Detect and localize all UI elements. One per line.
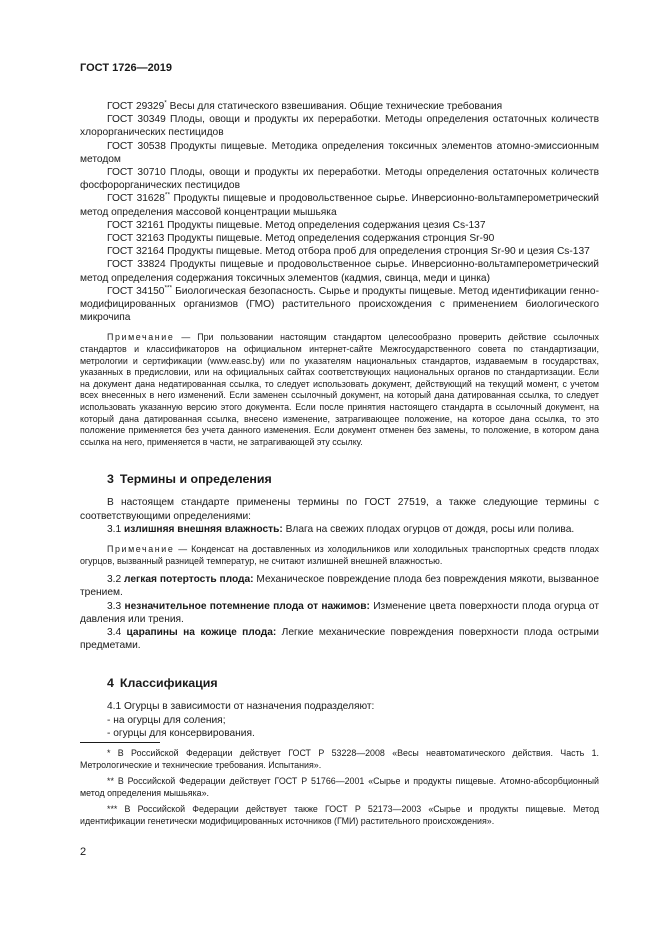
reference-item: ГОСТ 29329* Весы для статического взвешивания. Общие технические требования bbox=[107, 99, 503, 112]
footnote: *** В Российской Федерации действует также ГОСТ Р 52173—2003 «Сырье и продукты пищевые. Метод идентификации генетически модифицированных источников (ГМИ) растительного происхождения». bbox=[80, 804, 599, 826]
note-label: Примечание bbox=[107, 332, 175, 343]
term-3-1: 3.1 излишняя внешняя влажность: Влага на свежих плодах огурцов от дождя, росы или полива. bbox=[107, 523, 575, 535]
term-note bbox=[80, 544, 599, 567]
section-3-intro: В настоящем стандарте применены термины по ГОСТ 27519, а также следующие термины с соответствующими определениями: bbox=[80, 497, 599, 522]
list-item: - на огурцы для соления; bbox=[107, 714, 226, 726]
reference-item: ГОСТ 30349 Плоды, овощи и продукты их переработки. Методы определения остаточных количеств хлорорганических пестицидов bbox=[80, 114, 599, 139]
footnote: * В Российской Федерации действует ГОСТ Р 53228—2008 «Весы неавтоматического действия. Часть 1. Метрологические и технические требования. Испытания». bbox=[80, 748, 599, 770]
term-3-2: 3.2 легкая потертость плода: Механическое повреждение плода без повреждения мякоти, вызванное трением. bbox=[80, 574, 599, 599]
page-header: ГОСТ 1726—2019 bbox=[80, 62, 173, 74]
note-text: — При пользовании настоящим стандартом целесообразно проверить действие ссылочных стандартов и классификаторов на официальном интернет-сайте Межгосударственного совета по стандартизации, метрологии и сертификации (www.easc.by) или по указателям национальных стандартов, издаваемым в государствах, указанных в предисловии, или на официальных сайтах соответствующих национальных органов по стандартизации. Если на документ дана недатированная ссылка, то следует использовать документ, действующий на текущий момент, с учетом всех внесенных в него изменений. Если заменен ссылочный документ, на который дана датированная ссылка, то следует использовать указанную версию этого документа. Если после принятия настоящего стандарта в ссылочный документ, на который дана датированная ссылка, внесено изменение, затрагивающее положение, на которое дана ссылка, то это положение применяется без учета данного изменения. Если документ отменен без замены, то положение, в котором дана ссылка на него, применяется в части, не затрагивающей эту ссылку. bbox=[80, 332, 599, 447]
reference-item: ГОСТ 31628** Продукты пищевые и продовольственное сырье. Инверсионно-вольтамперометрический метод определения массовой концентрации мышьяка bbox=[80, 192, 600, 218]
section-4-heading: 4 Классификация bbox=[107, 676, 218, 691]
reference-list bbox=[80, 100, 599, 324]
term-3-3: 3.3 незначительное потемнение плода от нажимов: Изменение цвета поверхности плода огурца от давления или трения. bbox=[80, 600, 599, 625]
reference-item: ГОСТ 30538 Продукты пищевые. Методика определения токсичных элементов атомно-эмиссионным методом bbox=[80, 140, 599, 165]
footnote-divider bbox=[80, 742, 160, 743]
note-text: — Конденсат на доставленных из холодильников или холодильных транспортных средств плодах огурцов, вызванный разницей температур, не считают излишней внешней влажностью. bbox=[80, 544, 599, 566]
reference-item: ГОСТ 30710 Плоды, овощи и продукты их переработки. Методы определения остаточных количеств фосфорорганических пестицидов bbox=[80, 167, 599, 192]
list-item: - огурцы для консервирования. bbox=[107, 727, 255, 739]
reference-item: ГОСТ 32163 Продукты пищевые. Метод определения содержания стронция Sr-90 bbox=[107, 233, 495, 245]
footnote: ** В Российской Федерации действует ГОСТ Р 51766—2001 «Сырье и продукты пищевые. Атомно-абсорбционный метод определения мышьяка». bbox=[80, 776, 599, 798]
section-3-heading: 3 Термины и определения bbox=[107, 472, 272, 487]
reference-item: ГОСТ 34150*** Биологическая безопасность. Сырье и продукты пищевые. Метод идентификации генно-модифицированных организмов (ГМО) растительного происхождения с применением биологического микрочипа bbox=[80, 284, 599, 324]
section-4-intro: 4.1 Огурцы в зависимости от назначения подразделяют: bbox=[107, 701, 375, 713]
page-number: 2 bbox=[80, 846, 87, 858]
note-label: Примечание bbox=[107, 544, 175, 554]
term-3-4: 3.4 царапины на кожице плода: Легкие механические повреждения поверхности плода острыми предметами. bbox=[80, 627, 599, 652]
classification-list bbox=[80, 714, 599, 740]
reference-note bbox=[80, 332, 599, 448]
reference-item: ГОСТ 32164 Продукты пищевые. Метод отбора проб для определения стронция Sr-90 и цезия Cs-137 bbox=[107, 246, 590, 258]
reference-item: ГОСТ 32161 Продукты пищевые. Метод определения содержания цезия Cs-137 bbox=[107, 219, 486, 231]
reference-item: ГОСТ 33824 Продукты пищевые и продовольственное сырье. Инверсионно-вольтамперометрический метод определения содержания токсичных элементов (кадмия, свинца, меди и цинка) bbox=[80, 259, 599, 284]
